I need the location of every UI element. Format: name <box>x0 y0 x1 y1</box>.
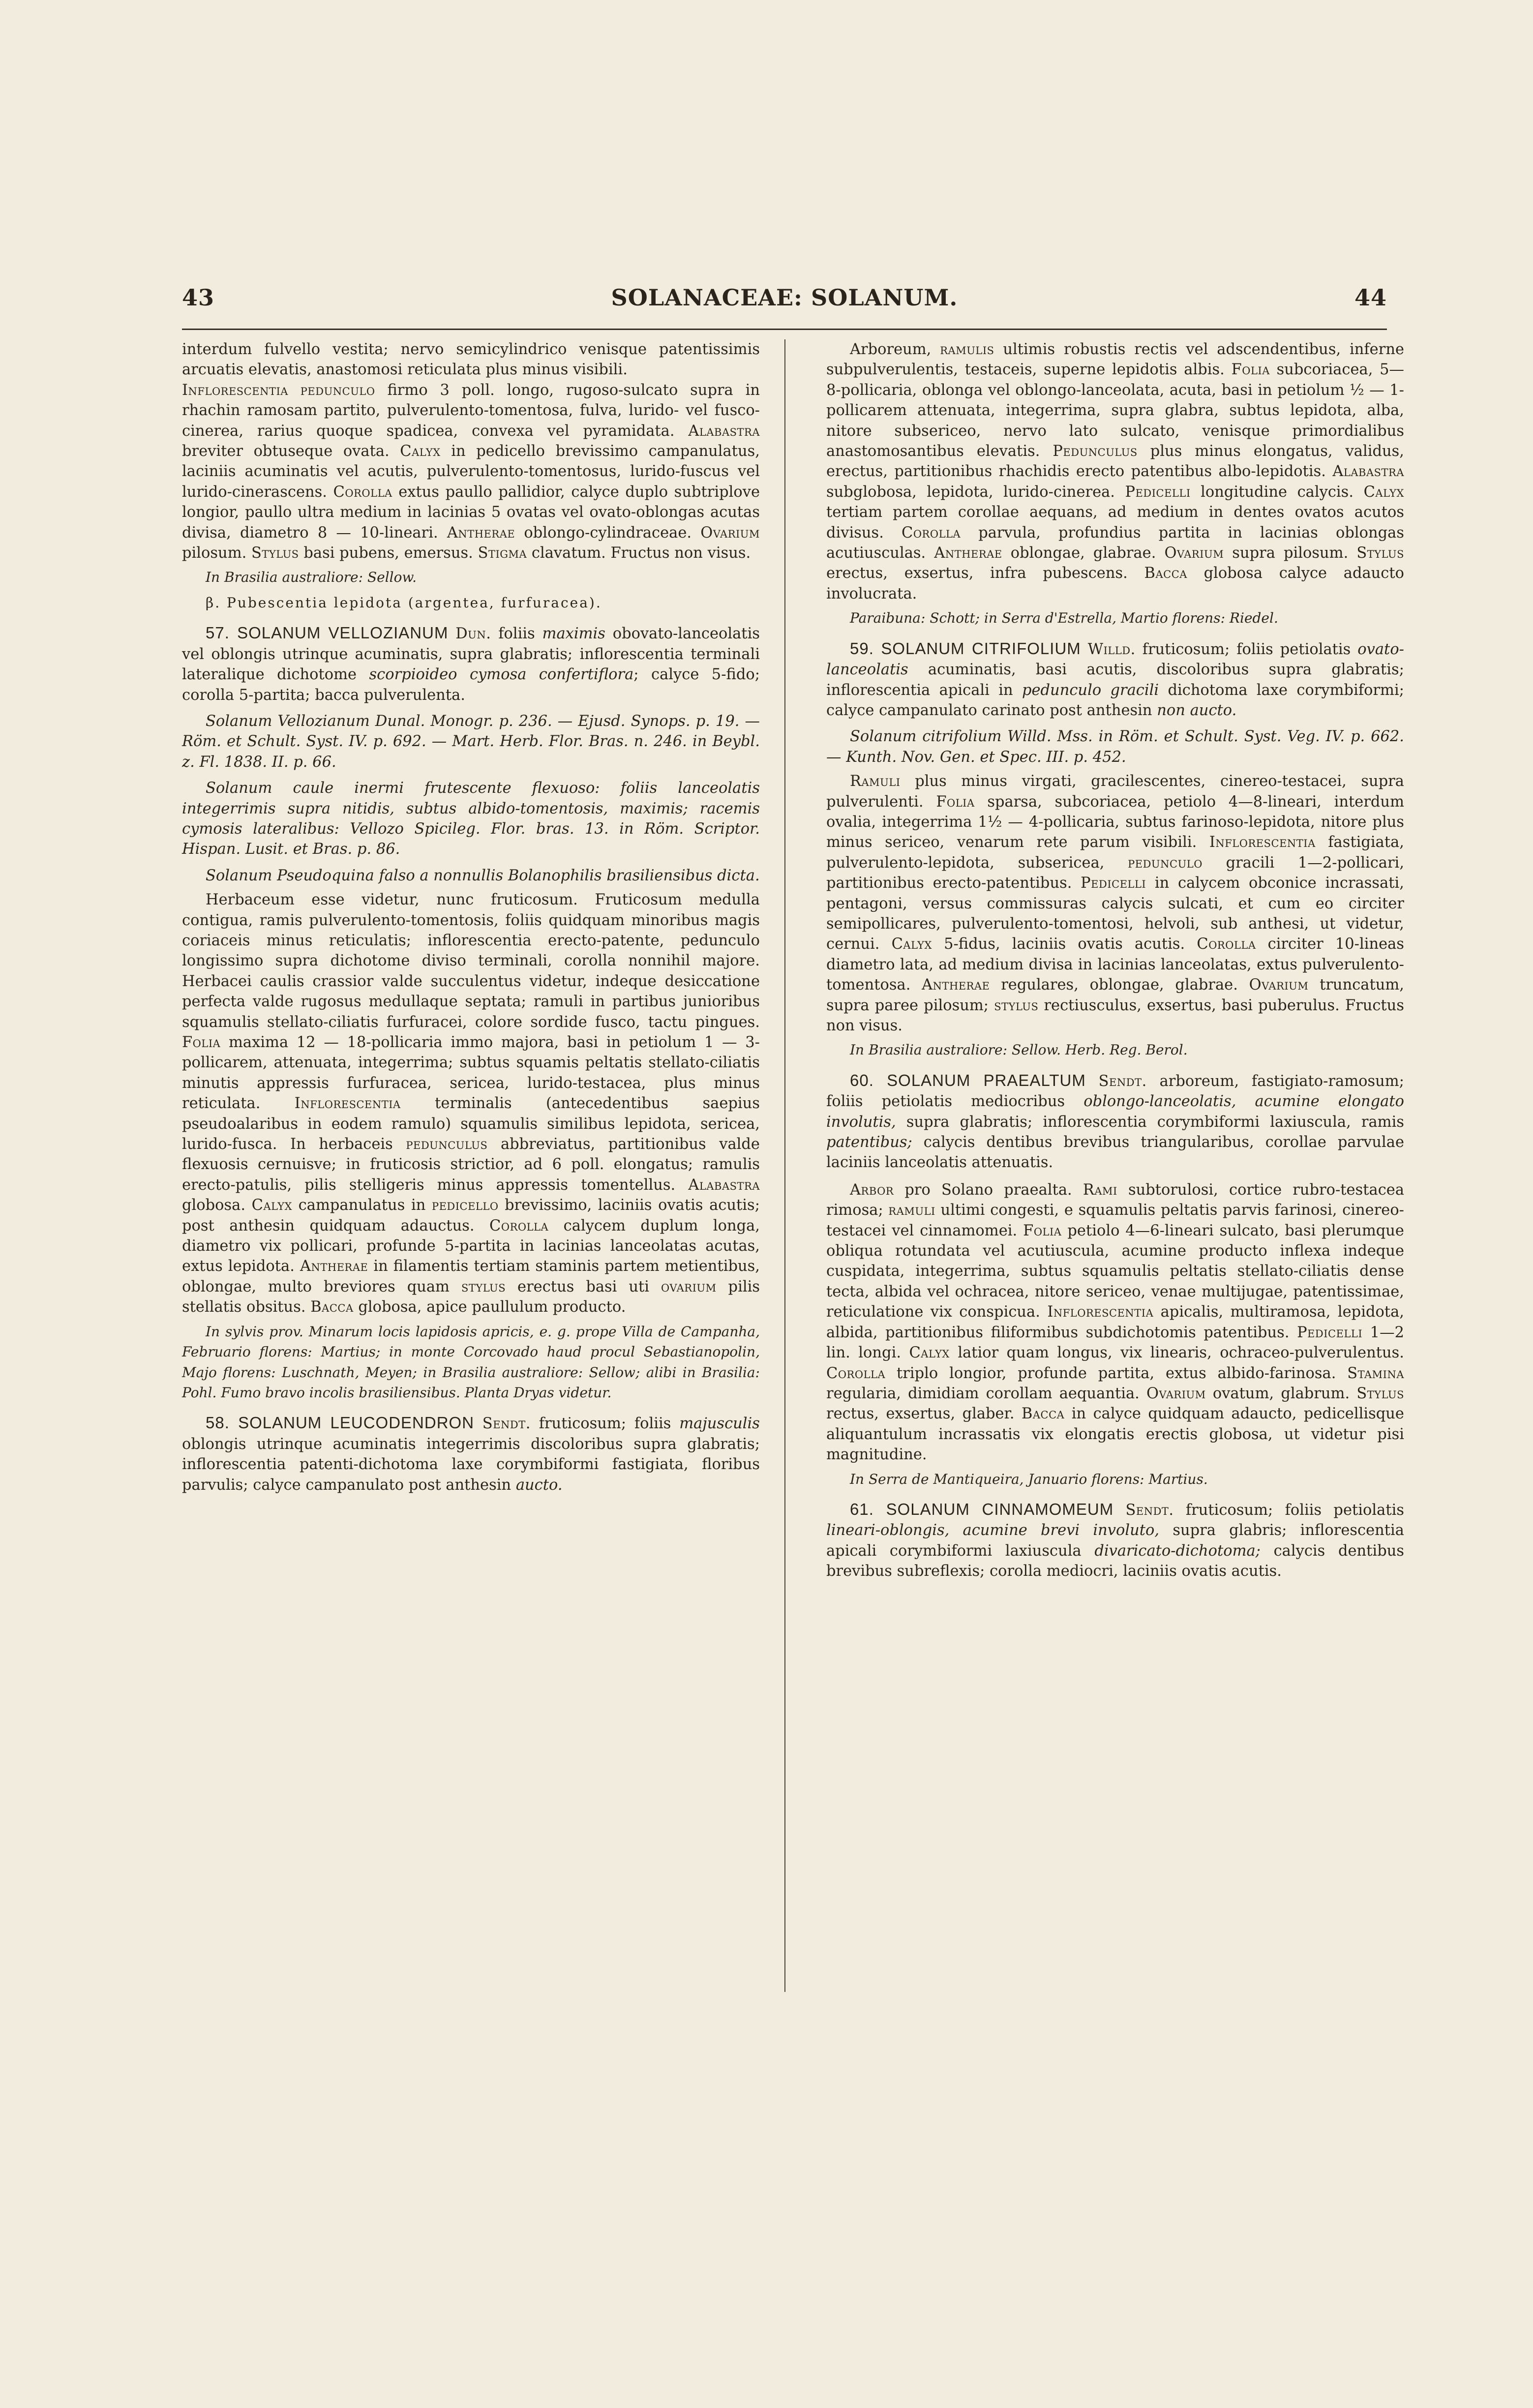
text: ; calyce 5-fido; corolla 5-partita; bacca pulverulenta. <box>182 666 760 704</box>
paragraph: interdum fulvello vestita; nervo semicylindrico venisque patentissimis arcuatis elevatis, anastomosi reticulata plus minus visibili. <box>182 341 760 379</box>
text: majusculis <box>679 1415 760 1433</box>
text: longitudine calycis. <box>1201 483 1354 501</box>
text: fruticosum; foliis petiolatis <box>1185 1501 1404 1519</box>
text: pilis stellatis obsitus. <box>182 1278 760 1316</box>
text: pedunculo gracili <box>1022 681 1159 699</box>
term: Bacca <box>1144 565 1187 582</box>
term: Stigma <box>478 544 527 562</box>
term: Bacca <box>310 1298 354 1316</box>
locality: Paraibuna: Schott; in Serra d'Estrella, Martio florens: Riedel. <box>850 610 1278 627</box>
locality: In sylvis prov. Minarum locis lapidosis apricis, e. g. prope Villa de Campanha, Februario florens: Martius; in monte Corcovado haud procul Sebastianopolin, Majo florens: Luschnath, Meyen; in Brasilia australiore: Sellow; alibi in Brasilia: Pohl. Fumo bravo incolis brasiliensibus. Planta Dryas videtur. <box>182 1323 760 1401</box>
species-name: 59. SOLANUM CITRIFOLIUM <box>850 639 1081 658</box>
term: Stylus <box>1356 1385 1404 1402</box>
text: subcoriacea, 5—8-pollicaria, oblonga vel oblongo-lanceolata, acuta, basi in petiolum ½ — 1-pollicarem attenuata, integerrima, supra glabra, subtus lepidota, alba, nitore subsericeo, nervo lato sulcato, venisque primordialibus anastomosantibus elevatis. <box>826 361 1404 460</box>
text: oblongo-lanceolatis, acumine elongato involutis, <box>826 1093 1404 1131</box>
text: circiter 10-lineas diametro lata, ad medium divisa in lacinias lanceolatas, extus pulverulento-tomentosa. <box>826 935 1404 994</box>
author: Willd. <box>1087 640 1136 658</box>
text: maxima 12 — 18-pollicaria immo majora, basi in petiolum 1 — 3-pollicarem, attenuata, integerrima; subtus squamis peltatis stellato-ciliatis minutis appressis furfuracea, sericea, lurido-testacea, plus minus reticulata. <box>182 1034 760 1113</box>
term: Folia <box>936 793 975 811</box>
text: ultimis robustis rectis vel adscendentibus, inferne subpulverulentis, testaceis, superne lepidotis albis. <box>826 341 1405 379</box>
term: Bacca <box>1021 1405 1065 1423</box>
term: Stylus <box>251 544 299 562</box>
text: acuminatis, basi acutis, discoloribus supra glabratis; inflorescentia apicali in <box>826 661 1404 699</box>
text: abbreviatus, partitionibus valde flexuosis cernuisve; in fruticosis strictior, ad 6 poll. elongatus; ramulis erecto-patulis, pilis stelligeris minus appressis tomentellus. <box>182 1136 760 1194</box>
text: in calyce quidquam adaucto, pedicellisque aliquantulum incrassatis vix elongatis erectis globosa, ut videtur pisi magnitudine. <box>826 1405 1404 1464</box>
term: ramulis <box>940 341 994 358</box>
term: Calyx <box>891 935 932 953</box>
term: Pedunculus <box>1052 443 1138 460</box>
term: Inflorescentia <box>1209 834 1316 851</box>
term: Folia <box>1023 1222 1062 1239</box>
paragraph <box>182 380 760 564</box>
term: Antherae <box>922 976 990 994</box>
text: campanulatus in <box>298 1197 426 1214</box>
text: brevissimo, laciniis ovatis acutis; post anthesin quidquam adauctus. <box>182 1197 760 1234</box>
text: plus minus elongatus, validus, erectus, partitionibus rhachidis erecto patentibus albo-lepidotis. <box>826 443 1405 481</box>
text: basi pubens, emersus. <box>303 544 473 562</box>
term: Antherae <box>934 544 1002 562</box>
term: Corolla <box>826 1364 886 1382</box>
description <box>826 771 1404 1036</box>
text: erectus, exsertus, infra pubescens. <box>826 565 1128 582</box>
species-heading <box>826 1499 1404 1582</box>
term: Calyx <box>251 1197 293 1214</box>
term: pedicello <box>431 1197 499 1214</box>
text: non aucto. <box>1157 701 1237 719</box>
text: plus minus virgati, gracilescentes, cinereo-testacei, supra pulverulenti. <box>826 773 1404 811</box>
text: truncatum, supra paree pilosum; <box>826 976 1404 1014</box>
locality: In Brasilia australiore: Sellow. <box>206 569 417 586</box>
page-number-right: 44 <box>1354 284 1387 311</box>
text: maximis <box>542 625 605 643</box>
text: ovatum, glabrum. <box>1212 1385 1350 1402</box>
term: Calyx <box>909 1344 950 1362</box>
term: stylus <box>994 996 1039 1014</box>
term: ramuli <box>888 1202 935 1219</box>
text: oblongo-cylindraceae. <box>524 524 692 542</box>
text: foliis <box>498 625 535 643</box>
running-header <box>182 284 1387 319</box>
term: Pedicelli <box>1297 1324 1363 1341</box>
term: Calyx <box>400 443 441 460</box>
text: rectiusculus, exsertus, basi puberulus. Fructus non visus. <box>826 996 1404 1034</box>
term: Antherae <box>300 1258 368 1275</box>
text: latior quam longus, vix linearis, ochraceo-pulverulentus. <box>958 1344 1404 1362</box>
term: Ovarium <box>700 524 760 542</box>
locality: In Serra de Mantiqueira, Januario florens: Martius. <box>850 1471 1208 1487</box>
text: calycis dentibus brevibus triangularibus, corollae parvulae laciniis lanceolatis attenuatis. <box>826 1134 1405 1172</box>
text: aucto. <box>515 1476 563 1494</box>
text: breviter obtuseque ovata. <box>182 443 390 460</box>
term: Corolla <box>489 1217 549 1234</box>
term: Pedicelli <box>1125 483 1191 501</box>
author: Dun. <box>455 625 491 643</box>
text: calycis dentibus brevibus subreflexis; corolla mediocri, laciniis ovatis acutis. <box>826 1542 1405 1580</box>
running-title: SOLANACEAE: SOLANUM. <box>611 284 958 311</box>
text: in pedicello brevissimo campanulatus, laciniis acuminatis vel acutis, pulverulento-tomentosus, lurido-fuscus vel lurido-cinerascens. <box>182 443 760 501</box>
text: subtorulosi, cortice rubro-testacea rimosa; <box>826 1181 1405 1219</box>
term: Inflorescentia <box>182 381 288 399</box>
text: supra pilosum. <box>1232 544 1349 562</box>
text: dichotoma laxe corymbiformi; calyce campanulato carinato post anthesin <box>826 681 1405 719</box>
term: Inflorescentia <box>294 1095 401 1113</box>
text: globosa, apice paullulum producto. <box>358 1298 626 1316</box>
text: clavatum. Fructus non visus. <box>531 544 751 562</box>
description <box>826 339 1404 604</box>
text: oblongae, glabrae. <box>1010 544 1156 562</box>
text: fruticosum; foliis <box>539 1415 671 1433</box>
term: Corolla <box>901 524 961 542</box>
term: Antherae <box>447 524 515 542</box>
text: sparsa, subcoriacea, petiolo 4—8-lineari, interdum ovalia, integerrima 1½ — 4-pollicaria, subtus farinoso-lepidota, nitore plus minus sericeo, venarum rete parum visibili. <box>826 793 1404 851</box>
text: tertiam partem corollae aequans, ad medium in dentes ovatos acutos divisus. <box>826 504 1404 542</box>
text: arboreum, fastigiato-ramosum; foliis petiolatis mediocribus <box>826 1072 1404 1111</box>
term: Stamina <box>1347 1364 1405 1382</box>
term: Arbor <box>850 1181 894 1199</box>
term: Corolla <box>333 483 392 501</box>
text: triplo longior, profunde partita, extus albido-farinosa. <box>897 1364 1336 1382</box>
left-column <box>182 339 760 1495</box>
synonymy: Solanum caule inermi frutescente flexuoso: foliis lanceolatis integerrimis supra nitidis, subtus albido-tomentosis, maximis; racemis cymosis lateralibus: Vellozo Spicileg. Flor. bras. 13. in Röm. Scriptor. Hispan. Lusit. et Bras. p. 86. <box>182 780 760 858</box>
text: 5-fidus, laciniis ovatis acutis. <box>944 935 1185 953</box>
text: calycem duplum longa, diametro vix pollicari, profunde 5-partita in lacinias lanceolatas acutas, extus lepidota. <box>182 1217 760 1275</box>
term: pedunculus <box>406 1136 488 1153</box>
text: gracili 1—2-pollicari, partitionibus erecto-patentibus. <box>826 854 1405 892</box>
text: petiolo 4—6-lineari sulcato, basi plerumque obliqua rotundata vel acutiuscula, acumine producto inflexa indeque cuspidata, integerrima, subtus squamulis peltatis stellato-ciliatis dense tecta, albida vel ochracea, nitore sericeo, venae multijugae, patentissimae, reticulatione vix conspicua. <box>826 1222 1404 1321</box>
term: Corolla <box>1197 935 1256 953</box>
text: supra glabris; inflorescentia apicali corymbiformi laxiuscula <box>826 1522 1404 1560</box>
text: parvula, profundius partita in lacinias oblongas acutiusculas. <box>826 524 1405 562</box>
description <box>182 890 760 1318</box>
text: oblongis utrinque acuminatis integerrimis discoloribus supra glabratis; inflorescentia patenti-dichotoma laxe corymbiformi fastigiata, floribus parvulis; calyce campanulato post anthesin <box>182 1435 760 1494</box>
text: pro Solano praealta. <box>904 1181 1072 1199</box>
synonymy: Solanum Vellozianum Dunal. Monogr. p. 236. — Ejusd. Synops. p. 19. — Röm. et Schult. Syst. IV. p. 692. — Mart. Herb. Flor. Bras. n. 246. in Beybl. z. Fl. 1838. II. p. 66. <box>182 712 760 771</box>
species-name: 57. SOLANUM VELLOZIANUM <box>206 624 449 642</box>
term: Ramuli <box>850 773 901 790</box>
text: patentibus; <box>826 1134 912 1151</box>
text: in filamentis tertiam staminis partem metientibus, oblongae, multo breviores quam <box>182 1258 760 1295</box>
species-heading <box>826 1070 1404 1173</box>
variety: β. Pubescentia lepidota (argentea, furfuracea). <box>206 594 602 611</box>
text: apicalis, multiramosa, lepidota, albida, partitionibus filiformibus subdichotomis patentibus. <box>826 1303 1404 1341</box>
text: globosa. <box>182 1197 246 1214</box>
term: Inflorescentia <box>1047 1303 1154 1321</box>
text: ultimi congesti, e squamulis peltatis parvis farinosi, cinereo-testacei vel cinnamomei. <box>826 1202 1404 1239</box>
text: in calycem obconice incrassati, pentagoni, versus commissuras calycis sulcati, et cum eo circiter semipollicares, pulverulento-tomentosi, helvoli, sub anthesi, ut videtur, cernui. <box>826 874 1404 953</box>
species-heading <box>182 1413 760 1495</box>
synonymy: Solanum citrifolium Willd. Mss. in Röm. et Schult. Syst. Veg. IV. p. 662. — Kunth. Nov. Gen. et Spec. III. p. 452. <box>826 728 1404 766</box>
term: Ovarium <box>1249 976 1309 994</box>
header-rule <box>182 329 1387 330</box>
column-divider <box>784 339 785 1992</box>
species-name: 60. SOLANUM PRAEALTUM <box>850 1071 1086 1089</box>
text: obovato-lanceolatis vel oblongis utrinque acuminatis, supra glabratis; inflorescentia terminali lateralique dichotome <box>182 625 760 684</box>
species-heading <box>826 638 1404 721</box>
text: extus paullo pallidior, calyce duplo subtriplove longior, paullo ultra medium in lacinias 5 ovatas vel ovato-oblongas acutas divisa, diametro 8 — 10-lineari. <box>182 483 760 542</box>
term: Folia <box>182 1034 221 1051</box>
text: fastigiata, pulverulento-lepidota, subsericea, <box>826 834 1404 872</box>
synonymy: Solanum Pseudoquina falso a nonnullis Bolanophilis brasiliensibus dicta. <box>206 867 760 884</box>
text: globosa calyce adaucto involucrata. <box>826 565 1405 602</box>
text: ovato-lanceolatis <box>826 640 1404 679</box>
text: subglobosa, lepidota, lurido-cinerea. <box>826 483 1115 501</box>
term: pedunculo <box>1128 854 1202 872</box>
text: erectus basi uti <box>517 1278 650 1295</box>
author: Sendt. <box>1125 1501 1174 1519</box>
term: ovarium <box>661 1278 717 1295</box>
text: rectus, exsertus, glaber. <box>826 1405 1015 1423</box>
term: Ovarium <box>1164 544 1224 562</box>
text: firmo 3 poll. longo, rugoso-sulcato supra in rhachin ramosam partito, pulverulento-tomentosa, fulva, lurido- vel fusco-cinerea, rarius quoque spadicea, convexa vel pyramidata. <box>182 381 760 440</box>
term: stylus <box>461 1278 506 1295</box>
species-name: 61. SOLANUM CINNAMOMEUM <box>850 1500 1114 1518</box>
term: Pedicelli <box>1081 874 1146 892</box>
text: lineari-oblongis, acumine brevi involuto, <box>826 1522 1160 1539</box>
text: scorpioideo cymosa confertiflora <box>369 666 634 684</box>
text: 1—2 lin. longi. <box>826 1324 1404 1362</box>
term: Stylus <box>1356 544 1404 562</box>
term: Folia <box>1231 361 1270 379</box>
text: regulares, oblongae, glabrae. <box>1001 976 1238 994</box>
author: Sendt. <box>482 1415 531 1433</box>
author: Sendt. <box>1098 1072 1147 1090</box>
term: Ovarium <box>1146 1385 1206 1402</box>
text: terminalis (antecedentibus saepius pseudoalaribus in eodem ramulo) squamulis similibus lepidota, sericea, lurido-fusca. In herbaceis <box>182 1095 760 1153</box>
text: Herbaceum esse videtur, nunc fruticosum. Fruticosum medulla contigua, ramis pulverulento-tomentosis, foliis quidquam minoribus magis coriaceis minus reticulatis; inflorescentia erecto-patente, pedunculo longissimo supra dichotome diviso terminali, corolla nonnihil majore. Herbacei caulis crassior valde succulentus videtur, indeque desiccatione perfecta valde rugosus medullaque septata; ramuli in partibus junioribus squamulis stellato-ciliatis furfuracei, colore sordide fusco, tactu pingues. <box>182 891 760 1031</box>
species-heading <box>182 623 760 705</box>
locality: In Brasilia australiore: Sellow. Herb. Reg. Berol. <box>850 1042 1188 1058</box>
text: Arboreum, <box>850 341 932 358</box>
term: Alabastra <box>688 422 760 440</box>
term: Alabastra <box>688 1176 760 1194</box>
text: pilosum. <box>182 544 247 562</box>
description <box>826 1180 1404 1465</box>
page-number-left: 43 <box>182 284 215 311</box>
term: Calyx <box>1363 483 1404 501</box>
term: pedunculo <box>300 381 375 399</box>
text: divaricato-dichotoma; <box>1094 1542 1261 1560</box>
species-name: 58. SOLANUM LEUCODENDRON <box>206 1414 475 1432</box>
text: regularia, dimidiam corollam aequantia. <box>826 1385 1140 1402</box>
right-column <box>826 339 1404 1582</box>
text: fruticosum; foliis petiolatis <box>1142 640 1351 658</box>
text: supra glabratis; inflorescentia corymbiformi laxiuscula, ramis <box>906 1113 1404 1131</box>
term: Alabastra <box>1332 463 1404 481</box>
term: Rami <box>1082 1181 1117 1199</box>
